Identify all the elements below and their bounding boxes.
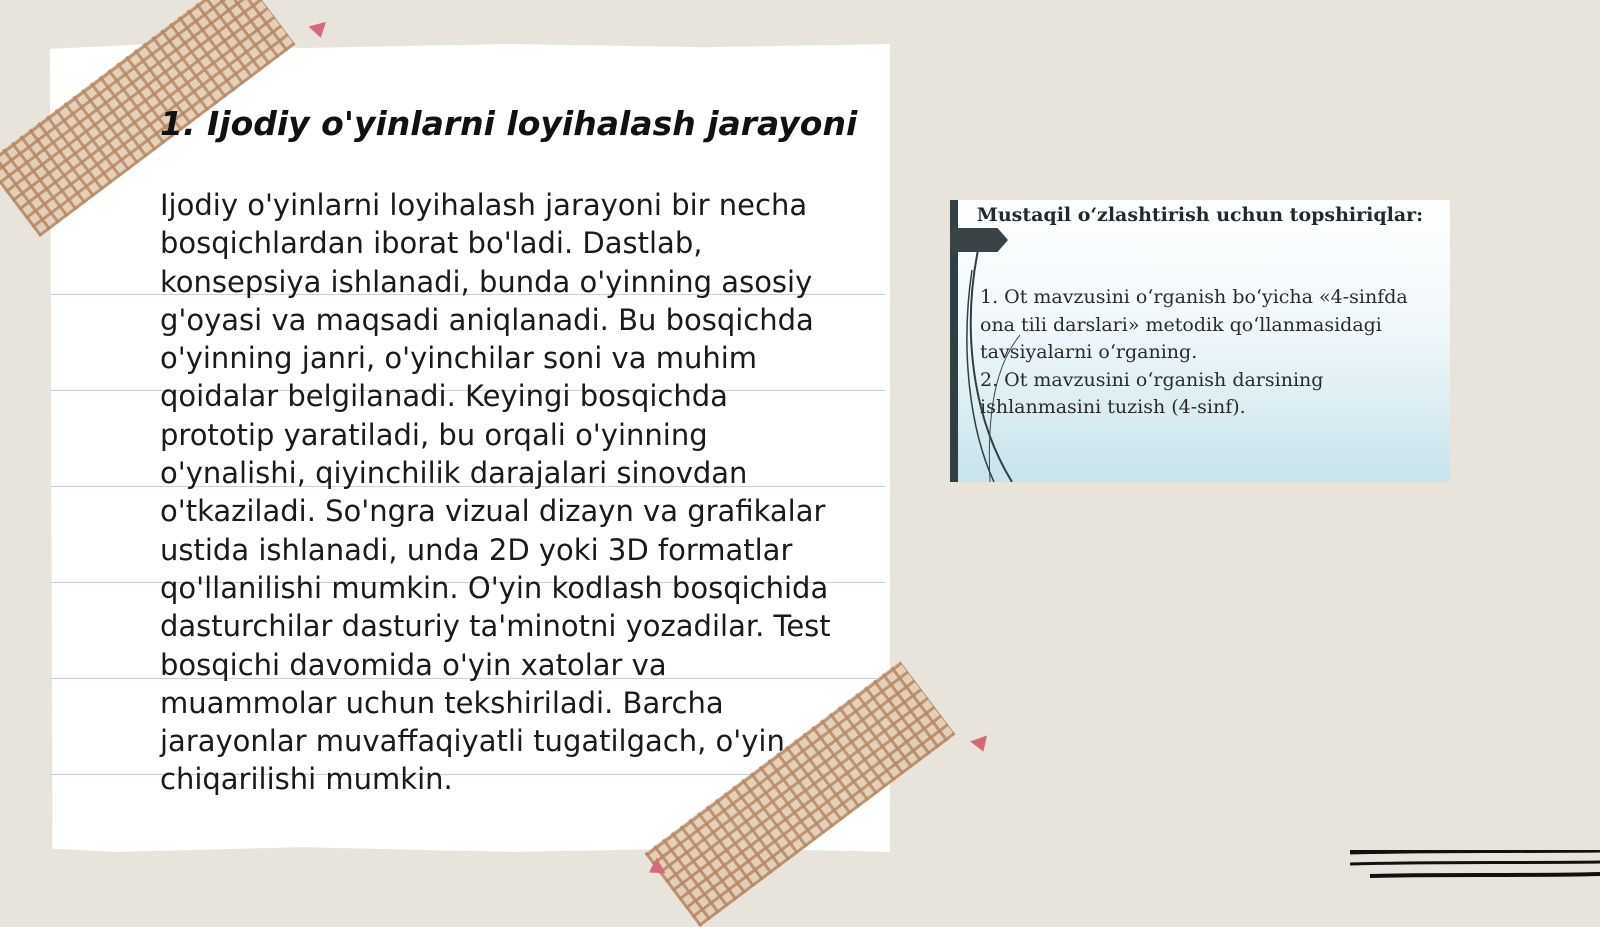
figure-task-item: 1. Ot mavzusini o‘rganish bo‘yicha «4-sinfda ona tili darslari» metodik qo‘llanmasidagi tavsiyalarni o‘rganing. — [980, 286, 1408, 363]
slide-body-text: Ijodiy o'yinlarni loyihalash jarayoni bir necha bosqichlardan iborat bo'ladi. Dastlab, konsepsiya ishlanadi, bunda o'yinning asosiy g'oyasi va maqsadi aniqlanadi. Bu bosqichda o'yinning janri, o'yinchilar soni va muhim qoidalar belgilanadi. Keyingi bosqichda prototip yaratiladi, bu orqali o'yinning o'ynalishi, qiyinchilik darajalari sinovdan o'tkaziladi. So'ngra vizual dizayn va grafikalar ustida ishlanadi, unda 2D yoki 3D formatlar qo'llanilishi mumkin. O'yin kodlash bosqichida dasturchilar dasturiy ta'minotni yozadilar. Test bosqichi davomida o'yin xatolar va muammolar uchun tekshiriladi. Barcha jarayonlar muvaffaqiyatli tugatilgach, o'yin chiqarilishi mumkin. — [160, 188, 831, 797]
pin-icon — [970, 735, 992, 754]
slide-title: 1. Ijodiy o'yinlarni loyihalash jarayoni — [160, 104, 858, 143]
figure-flag — [950, 228, 1008, 252]
task-image — [950, 200, 1450, 482]
figure-task-item: 2. Ot mavzusini o‘rganish darsining ishlanmasini tuzish (4-sinf). — [980, 368, 1324, 418]
pin-icon — [308, 22, 329, 40]
figure-heading: Mustaqil o‘zlashtirish uchun topshiriqlar: — [976, 204, 1424, 226]
decorative-brush-lines — [1350, 850, 1600, 890]
figure-task-list — [980, 284, 1440, 422]
